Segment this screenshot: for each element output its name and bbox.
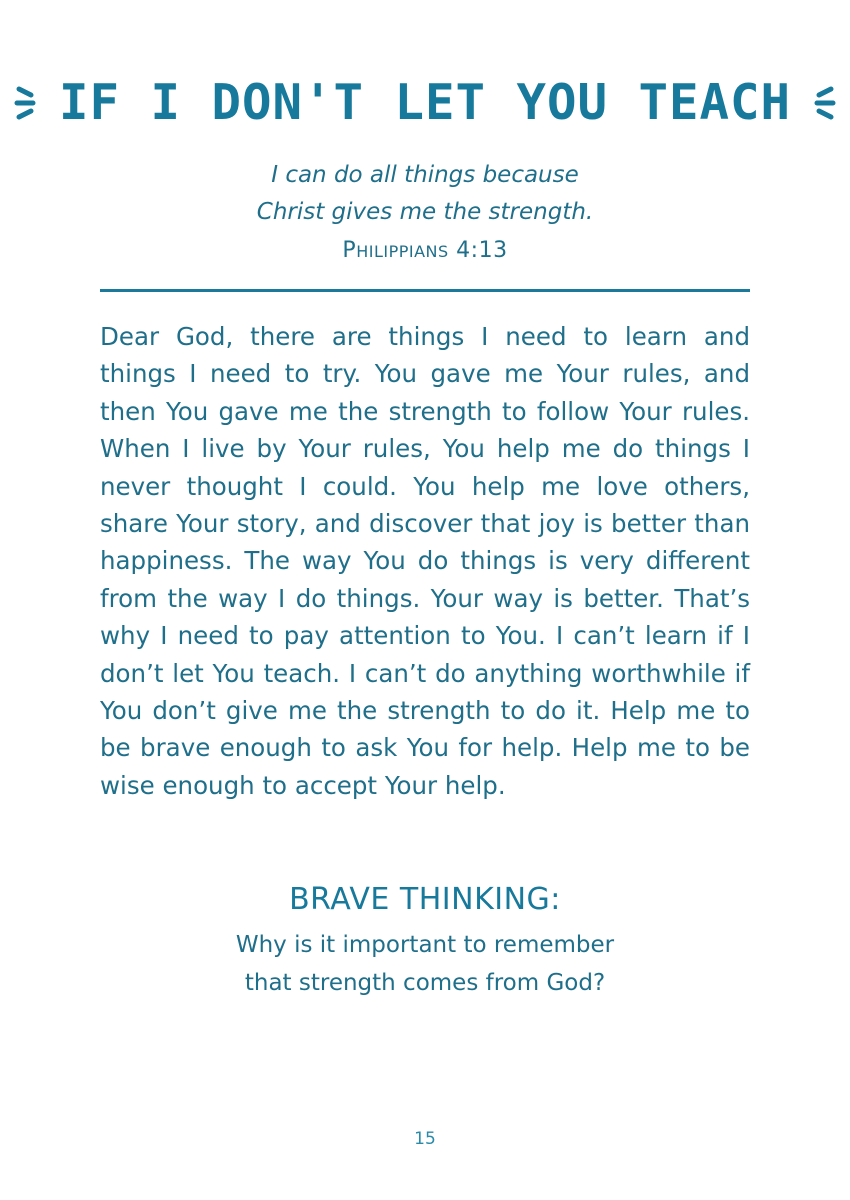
burst-lines-right-icon <box>807 81 841 125</box>
verse-reference-initial: P <box>342 238 357 263</box>
verse-reference-book: HILIPPIANS <box>356 242 449 261</box>
question-line-1: Why is it important to remember <box>235 932 615 958</box>
verse-line-2: Christ gives me the strength. <box>256 199 594 225</box>
page-title: IF I DON'T LET YOU TEACH <box>58 74 791 131</box>
brave-thinking-question <box>0 926 850 1002</box>
scripture-verse <box>0 157 850 231</box>
verse-reference-number: 4:13 <box>456 238 508 263</box>
question-line-2: that strength comes from God? <box>244 970 606 996</box>
divider-rule <box>100 289 750 292</box>
verse-line-1: I can do all things because <box>271 162 579 188</box>
title-row <box>0 68 850 138</box>
verse-reference <box>0 236 850 267</box>
burst-lines-left-icon <box>9 81 43 125</box>
page-number: 15 <box>414 1129 436 1149</box>
brave-thinking-heading: BRAVE THINKING: <box>289 882 561 917</box>
prayer-body: Dear God, there are things I need to learn and things I need to try. You gave me Your rules, and then You gave me the strength to follow Your rules. When I live by Your rules, You help me do things I never thought I could. You help me love others, share Your story, and discover that joy is better than happiness. The way You do things is very different from the way I do things. Your way is better. That’s why I need to pay attention to You. I can’t learn if I don’t let You teach. I can’t do anything worthwhile if You don’t give me the strength to do it. Help me to be brave enough to ask You for help. Help me to be wise enough to accept Your help. <box>100 322 750 800</box>
